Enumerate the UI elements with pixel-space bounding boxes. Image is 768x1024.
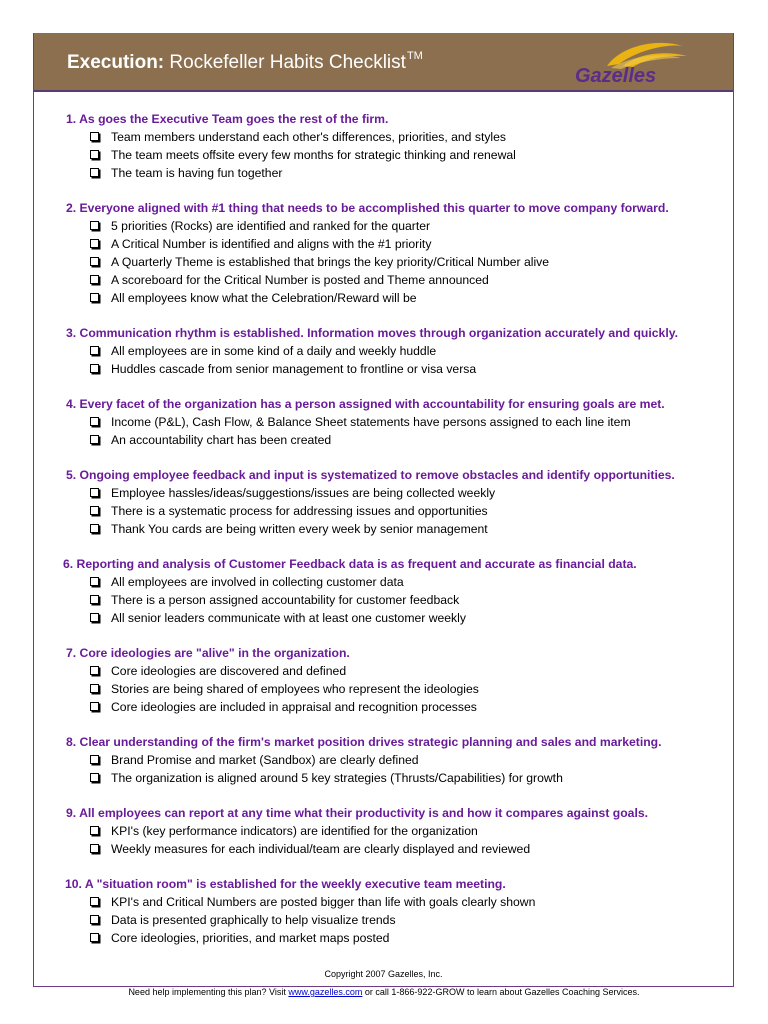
checklist-items	[34, 573, 733, 627]
footer-text-before: Need help implementing this plan? Visit	[128, 987, 289, 997]
checklist-page	[33, 33, 734, 987]
checklist-items	[34, 128, 733, 182]
checklist-item-label: All senior leaders communicate with at least one customer weekly	[111, 611, 466, 625]
checklist-item-label: All employees are involved in collecting customer data	[111, 575, 404, 589]
checklist-item	[34, 911, 733, 929]
checklist-section	[34, 324, 733, 378]
checklist-item	[34, 893, 733, 911]
checklist-item-label: KPI's (key performance indicators) are identified for the organization	[111, 824, 478, 838]
footer-text-after: or call 1-866-922-GROW to learn about Gazelles Coaching Services.	[362, 987, 640, 997]
checklist-item	[34, 128, 733, 146]
checklist-section	[34, 875, 733, 947]
checkbox-icon[interactable]	[90, 168, 99, 177]
checklist-item-label: Core ideologies, priorities, and market maps posted	[111, 931, 390, 945]
checklist-item	[34, 146, 733, 164]
checkbox-icon[interactable]	[90, 595, 99, 604]
checklist-item-label: Income (P&L), Cash Flow, & Balance Sheet statements have persons assigned to each line item	[111, 415, 631, 429]
checklist-items	[34, 822, 733, 858]
checklist-item	[34, 840, 733, 858]
checklist-item	[34, 217, 733, 235]
checklist-items	[34, 217, 733, 307]
checklist-item-label: Data is presented graphically to help visualize trends	[111, 913, 396, 927]
checklist-items	[34, 662, 733, 716]
checklist-item	[34, 164, 733, 182]
checklist-item-label: Huddles cascade from senior management to frontline or visa versa	[111, 362, 477, 376]
checklist-item-label: All employees know what the Celebration/Reward will be	[111, 291, 417, 305]
section-heading: 3. Communication rhythm is established. Information moves through organization accurately and quickly.	[66, 326, 678, 340]
checkbox-icon[interactable]	[90, 666, 99, 675]
checklist-item	[34, 591, 733, 609]
checkbox-icon[interactable]	[90, 488, 99, 497]
checklist-section	[34, 804, 733, 858]
checklist-item-label: A Critical Number is identified and aligns with the #1 priority	[111, 237, 432, 251]
checklist-section	[34, 466, 733, 538]
checklist-item-label: The team is having fun together	[111, 166, 283, 180]
section-heading: 10. A "situation room" is established for the weekly executive team meeting.	[65, 877, 506, 891]
gazelles-logo	[571, 36, 691, 90]
checklist-section	[34, 110, 733, 182]
checklist-item-label: KPI's and Critical Numbers are posted bigger than life with goals clearly shown	[111, 895, 536, 909]
checklist-item-label: Stories are being shared of employees who represent the ideologies	[111, 682, 479, 696]
checkbox-icon[interactable]	[90, 364, 99, 373]
checkbox-icon[interactable]	[90, 150, 99, 159]
checkbox-icon[interactable]	[90, 293, 99, 302]
checklist-item	[34, 484, 733, 502]
checkbox-icon[interactable]	[90, 239, 99, 248]
checklist-item	[34, 431, 733, 449]
checkbox-icon[interactable]	[90, 435, 99, 444]
checklist-item-label: Core ideologies are included in appraisal and recognition processes	[111, 700, 477, 714]
checklist-item	[34, 662, 733, 680]
logo-wordmark: Gazelles	[575, 65, 657, 87]
title-rest: Rockefeller Habits Checklist	[169, 52, 406, 73]
checklist-item-label: All employees are in some kind of a daily and weekly huddle	[111, 344, 437, 358]
checkbox-icon[interactable]	[90, 755, 99, 764]
checklist-item	[34, 253, 733, 271]
checklist-items	[34, 413, 733, 449]
checklist-sections	[34, 110, 733, 964]
checklist-item	[34, 520, 733, 538]
checklist-items	[34, 751, 733, 787]
checklist-item-label: The organization is aligned around 5 key strategies (Thrusts/Capabilities) for growth	[111, 771, 563, 785]
checklist-items	[34, 342, 733, 378]
checkbox-icon[interactable]	[90, 613, 99, 622]
checklist-item	[34, 573, 733, 591]
checklist-item-label: 5 priorities (Rocks) are identified and ranked for the quarter	[111, 219, 431, 233]
checklist-item-label: Employee hassles/ideas/suggestions/issues are being collected weekly	[111, 486, 496, 500]
checklist-item-label: There is a systematic process for addressing issues and opportunities	[111, 504, 488, 518]
checkbox-icon[interactable]	[90, 524, 99, 533]
checkbox-icon[interactable]	[90, 132, 99, 141]
copyright-text: Copyright 2007 Gazelles, Inc.	[324, 969, 443, 979]
checklist-item-label: A scoreboard for the Critical Number is posted and Theme announced	[111, 273, 489, 287]
checklist-items	[34, 484, 733, 538]
section-heading: 1. As goes the Executive Team goes the rest of the firm.	[66, 112, 389, 126]
checkbox-icon[interactable]	[90, 221, 99, 230]
checklist-section	[34, 199, 733, 307]
checklist-item-label: There is a person assigned accountability for customer feedback	[111, 593, 460, 607]
section-heading: 5. Ongoing employee feedback and input is systematized to remove obstacles and identify opportunities.	[66, 468, 675, 482]
checkbox-icon[interactable]	[90, 933, 99, 942]
checklist-item	[34, 271, 733, 289]
checklist-item-label: Team members understand each other's differences, priorities, and styles	[111, 130, 507, 144]
footer-note	[0, 987, 768, 997]
checkbox-icon[interactable]	[90, 346, 99, 355]
page-title	[67, 50, 423, 74]
checklist-item	[34, 235, 733, 253]
checklist-section	[34, 644, 733, 716]
checkbox-icon[interactable]	[90, 257, 99, 266]
checklist-item	[34, 289, 733, 307]
checkbox-icon[interactable]	[90, 577, 99, 586]
checklist-item	[34, 769, 733, 787]
checklist-item	[34, 822, 733, 840]
section-heading: 7. Core ideologies are "alive" in the organization.	[66, 646, 350, 660]
checklist-section	[34, 733, 733, 787]
checklist-item	[34, 360, 733, 378]
checklist-item-label: An accountability chart has been created	[111, 433, 332, 447]
checkbox-icon[interactable]	[90, 897, 99, 906]
checklist-section	[34, 555, 733, 627]
section-heading: 6. Reporting and analysis of Customer Feedback data is as frequent and accurate as financial data.	[63, 557, 637, 571]
checklist-item	[34, 680, 733, 698]
checklist-item	[34, 502, 733, 520]
checklist-items	[34, 893, 733, 947]
section-heading: 9. All employees can report at any time what their productivity is and how it compares against goals.	[66, 806, 648, 820]
title-bold: Execution:	[67, 52, 165, 73]
checkbox-icon[interactable]	[90, 915, 99, 924]
checkbox-icon[interactable]	[90, 844, 99, 853]
checklist-item	[34, 413, 733, 431]
checklist-item-label: Core ideologies are discovered and defined	[111, 664, 347, 678]
checklist-item-label: Thank You cards are being written every week by senior management	[111, 522, 488, 536]
checkbox-icon[interactable]	[90, 826, 99, 835]
checklist-item-label: The team meets offsite every few months for strategic thinking and renewal	[111, 148, 516, 162]
checklist-item	[34, 929, 733, 947]
checkbox-icon[interactable]	[90, 684, 99, 693]
checklist-item	[34, 609, 733, 627]
checkbox-icon[interactable]	[90, 702, 99, 711]
checkbox-icon[interactable]	[90, 417, 99, 426]
checkbox-icon[interactable]	[90, 773, 99, 782]
checklist-item-label: Brand Promise and market (Sandbox) are clearly defined	[111, 753, 419, 767]
checklist-item	[34, 698, 733, 716]
gazelles-website-link[interactable]: www.gazelles.com	[288, 987, 363, 997]
header-banner	[34, 33, 733, 92]
checklist-item	[34, 751, 733, 769]
checkbox-icon[interactable]	[90, 275, 99, 284]
checklist-item	[34, 342, 733, 360]
checklist-item-label: Weekly measures for each individual/team are clearly displayed and reviewed	[111, 842, 531, 856]
section-heading: 8. Clear understanding of the firm's market position drives strategic planning and sales and marketing.	[66, 735, 662, 749]
trademark-mark: TM	[406, 50, 423, 62]
checklist-item-label: A Quarterly Theme is established that brings the key priority/Critical Number alive	[111, 255, 550, 269]
checkbox-icon[interactable]	[90, 506, 99, 515]
checklist-section	[34, 395, 733, 449]
section-heading: 2. Everyone aligned with #1 thing that needs to be accomplished this quarter to move company forward.	[66, 201, 669, 215]
section-heading: 4. Every facet of the organization has a person assigned with accountability for ensuring goals are met.	[66, 397, 665, 411]
